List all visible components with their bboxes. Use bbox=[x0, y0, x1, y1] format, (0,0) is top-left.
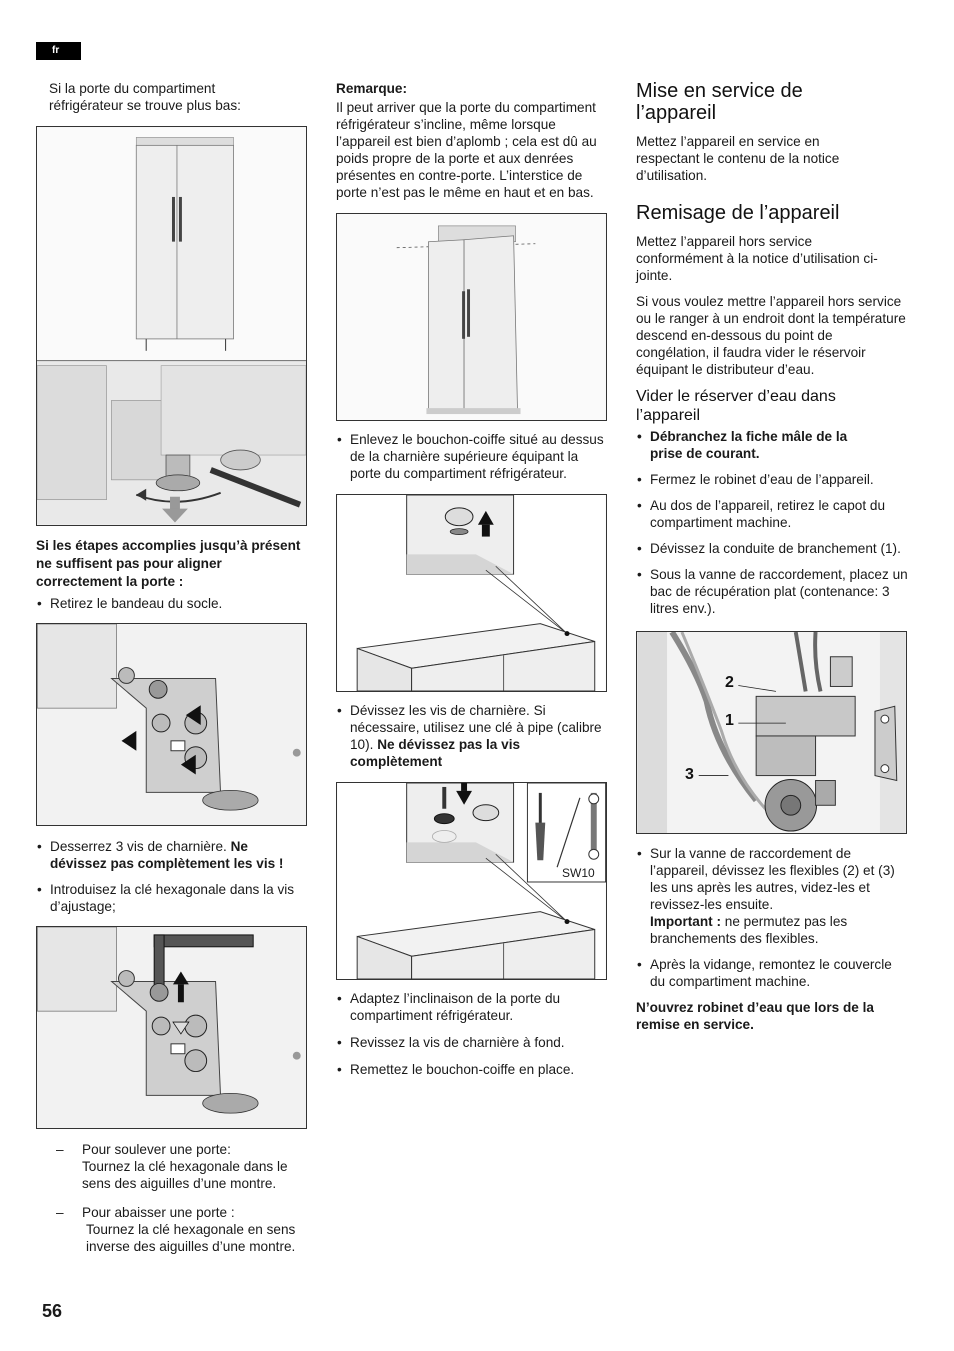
fridge-foot-illustration bbox=[37, 127, 306, 525]
intro-text: Si la porte du compartiment réfrigérateur se trouve plus bas: bbox=[49, 81, 241, 113]
valve-label-2: 2 bbox=[725, 674, 734, 691]
bullet-loosen-screws bbox=[36, 838, 308, 872]
figure-hinge-loosen bbox=[36, 623, 307, 826]
fridge-tilt-illustration bbox=[337, 214, 606, 420]
page-number: 56 bbox=[42, 1301, 63, 1321]
column-right bbox=[636, 80, 908, 1033]
bullet-close-tap: • Fermez le robinet d’eau de l’appareil. bbox=[636, 471, 908, 488]
hinge-loosen-illustration bbox=[37, 624, 306, 825]
remark-title: Remarque: bbox=[336, 81, 408, 96]
remark-text: Il peut arriver que la porte du compartiment réfrigérateur s’incline, même lorsque l’appareil est bien d’aplomb ; cela est dû au poids propre de la porte et aux denrées présentes en contre-porte. L’interstice de porte n’est pas le même en haut et en bas. bbox=[336, 100, 597, 200]
heading-storage: Remisage de l’appareil bbox=[636, 202, 840, 224]
bullet-unscrew-hinge bbox=[336, 702, 608, 770]
bullet-refit-cover: • Après la vidange, remontez le couvercle du compartiment machine. bbox=[636, 956, 908, 990]
heading-start-up: Mise en service de l’appareil bbox=[636, 80, 803, 124]
water-valve-illustration bbox=[637, 632, 906, 833]
storage-text-2: Si vous voulez mettre l’appareil hors service ou le ranger à un endroit dont la température descend en-dessous du point de congélation, il faudra vider le réservoir équipant le distributeur d’eau. bbox=[636, 294, 906, 377]
valve-label-3: 3 bbox=[685, 766, 694, 783]
bullet-unplug: • Débranchez la fiche mâle de la prise de courant. bbox=[636, 428, 876, 462]
column-left bbox=[36, 80, 308, 1255]
bullet-drain-hoses bbox=[636, 845, 908, 947]
start-up-text: Mettez l’appareil en service en respectant le contenu de la notice d’utilisation. bbox=[636, 134, 840, 183]
bullet-unscrew-line: • Dévissez la conduite de branchement (1). bbox=[636, 540, 908, 557]
important-text: ne permutez pas les branchements des flexibles. bbox=[650, 914, 848, 946]
sw10-label: SW10 bbox=[562, 866, 595, 880]
language-tab: fr bbox=[36, 42, 81, 60]
bullet-place-tray: • Sous la vanne de raccordement, placez un bac de récupération plat (contenance: 3 litres env.). bbox=[636, 566, 908, 617]
figure-fridge-adjust-foot bbox=[36, 126, 307, 526]
bullet-remove-cover: • Au dos de l’appareil, retirez le capot du compartiment machine. bbox=[636, 497, 908, 531]
bullet-tighten: • Revissez la vis de charnière à fond. bbox=[336, 1034, 608, 1051]
bullet-remove-cap: • Enlevez le bouchon-coiffe situé au dessus de la charnière supérieure équipant la porte du compartiment réfrigérateur. bbox=[336, 431, 608, 482]
figure-water-valve bbox=[636, 631, 907, 834]
bullet-adapt-tilt: • Adaptez l’inclinaison de la porte du compartiment réfrigérateur. bbox=[336, 990, 608, 1024]
steps-heading: Si les étapes accomplies jusqu’à présent ne suffisent pas pour aligner correctement la porte : bbox=[36, 538, 301, 589]
hex-key-illustration bbox=[37, 927, 306, 1128]
heading-empty-water: Vider le réserver d’eau dans l’appareil bbox=[636, 388, 836, 424]
cap-removal-illustration bbox=[337, 495, 606, 691]
valve-label-1: 1 bbox=[725, 712, 734, 729]
bullet-remove-plinth: • Retirez le bandeau du socle. bbox=[36, 595, 308, 612]
important-label: Important : bbox=[650, 914, 721, 929]
bullet-insert-key: • Introduisez la clé hexagonale dans la vis d’ajustage; bbox=[36, 881, 308, 915]
figure-fridge-tilt bbox=[336, 213, 607, 421]
unscrew-warning: Ne dévissez pas la vis complètement bbox=[350, 737, 521, 769]
loosen-warning: Ne dévissez pas complètement les vis ! bbox=[50, 839, 284, 871]
dash-raise-title: – Pour soulever une porte: bbox=[36, 1141, 308, 1158]
column-middle bbox=[336, 80, 608, 1078]
storage-text-1: Mettez l’appareil hors service conformément à la notice d’utilisation ci-jointe. bbox=[636, 234, 878, 283]
figure-hex-key bbox=[36, 926, 307, 1129]
dash-raise-text: Tournez la clé hexagonale dans le sens des aiguilles d’une montre. bbox=[82, 1159, 288, 1191]
final-note: N’ouvrez robinet d’eau que lors de la remise en service. bbox=[636, 1000, 874, 1032]
figure-unscrew-hinge bbox=[336, 782, 607, 980]
figure-cap-removal bbox=[336, 494, 607, 692]
dash-lower-title: – Pour abaisser une porte : bbox=[36, 1204, 308, 1221]
drain-hoses-text: Sur la vanne de raccordement de l’appareil, dévissez les flexibles (2) et (3) les uns après les autres, videz-les et revissez-les ensuite. bbox=[650, 846, 895, 912]
dash-lower-text: Tournez la clé hexagonale en sens inverse des aiguilles d’une montre. bbox=[86, 1222, 296, 1254]
unscrew-text: Dévissez les vis de charnière. Si nécessaire, utilisez une clé à pipe (calibre 10). bbox=[350, 703, 602, 752]
bullet-replace-cap: • Remettez le bouchon-coiffe en place. bbox=[336, 1061, 608, 1078]
loosen-text: Desserrez 3 vis de charnière. bbox=[50, 839, 227, 854]
